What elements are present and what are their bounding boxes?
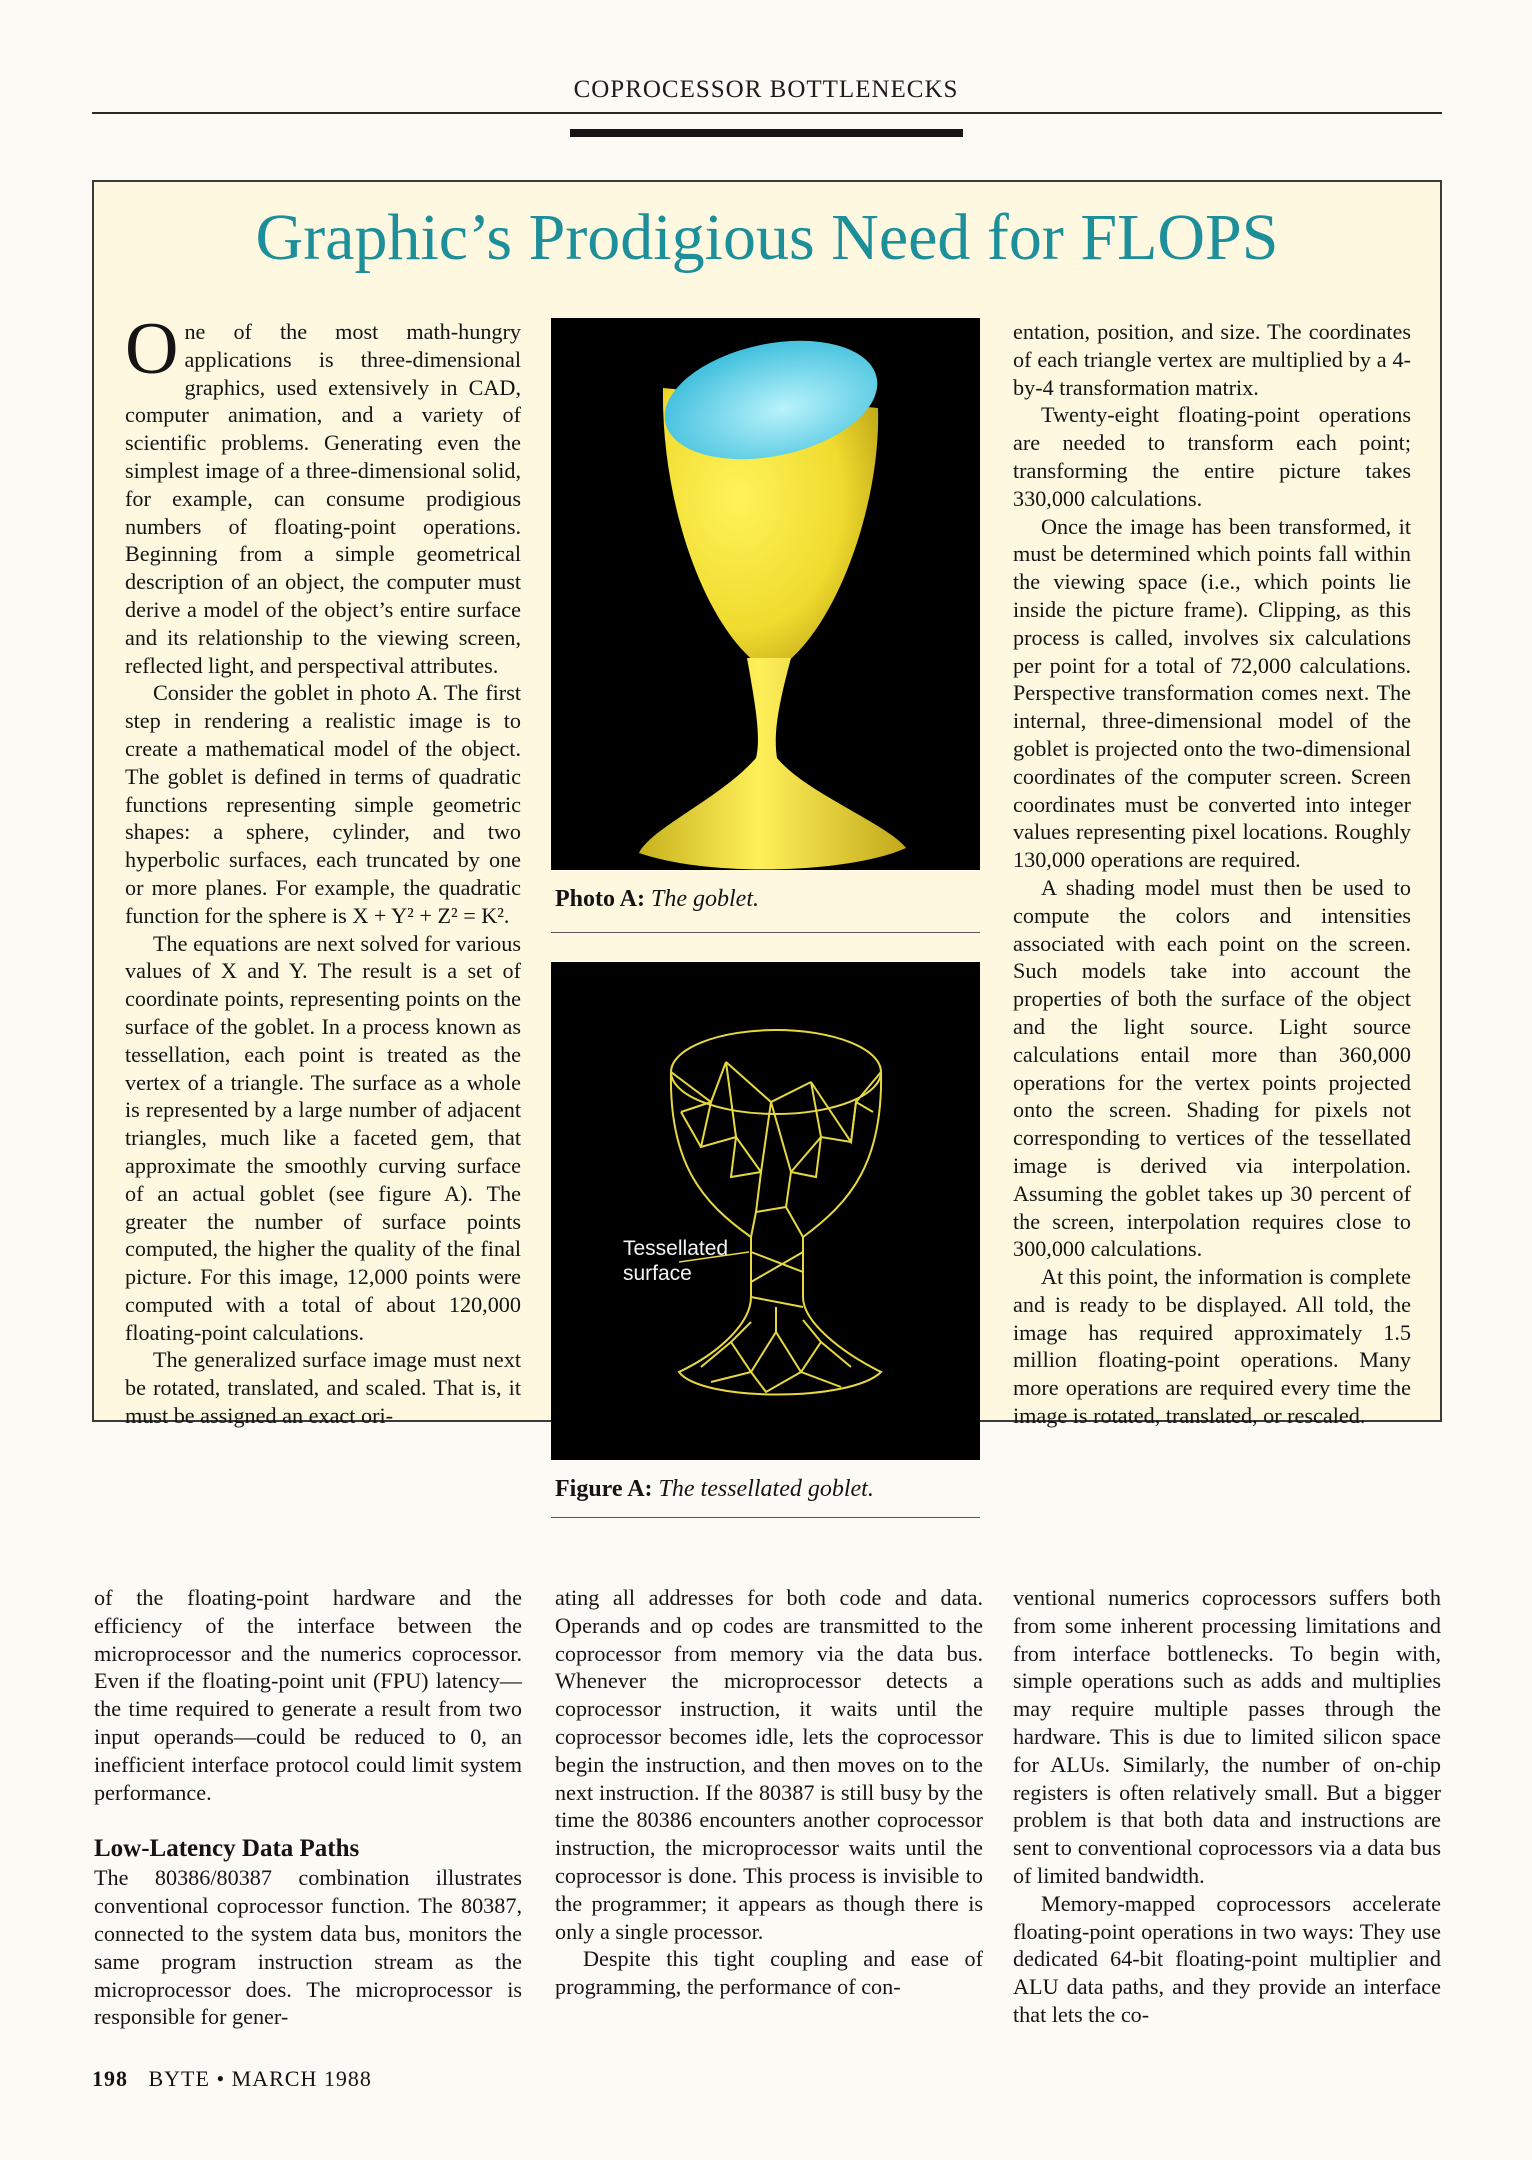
body-paragraph: Memory-mapped coprocessors accelerate floating-point operations in two ways: They use dedicated 64-bit floating-point multiplier and ALU data paths, and they provide an interface that lets the co- [1013,1890,1441,2027]
body-paragraph: of the floating-point hardware and the efficiency of the interface between the microprocessor and the numerics coprocessor. Even if the floating-point unit (FPU) latency—the time required to generate a result from two input operands—could be reduced to 0, an inefficient interface protocol could limit system performance. [94,1585,522,1805]
annotation-line-1: Tessellated [623,1237,729,1260]
body-paragraph: ating all addresses for both code and data. Operands and op codes are transmitted to the coprocessor from memory via the data bus. Whenever the microprocessor detects a coprocessor instruction, it waits until the coprocessor becomes idle, lets the coprocessor begin the instruction, and then moves on to the next instruction. If the 80387 is still busy by the time the 80386 encounters another coprocessor instruction, the microprocessor waits until the coprocessor is done. This process is invisible to the programmer; it appears as though there is only a single processor. [555,1585,983,1944]
photo-a-goblet [551,318,980,870]
annotation-line-2: surface [623,1262,692,1285]
body-paragraph: ventional numerics coprocessors suffers both from some inherent processing limitations and from interface bottlenecks. To begin with, simple operations such as adds and multiplies may require multiple passes through the hardware. This is due to limited silicon space for ALUs. Similarly, the number of on-chip registers is often relatively small. But a bigger problem is that both data and instructions are sent to conventional coprocessors via a data bus of limited bandwidth. [1013,1585,1441,1888]
header-rule [92,112,1442,114]
body-column-2 [555,1584,983,2001]
sidebar-paragraph: Consider the goblet in photo A. The first step in rendering a realistic image is to create a mathematical model of the object. The goblet is defined in terms of quadratic functions representing simple geometric shapes: a sphere, cylinder, and two hyperbolic surfaces, each truncated by one or more planes. For example, the quadratic function for the sphere is X + Y² + Z² = K². [125,680,521,928]
sidebar-paragraph: One of the most math-hungry applications is three-dimensional graphics, used extensively in CAD, computer animation, and a variety of scientific problems. Generating even the simplest image of a three-dimensional solid, for example, can consume prodigious numbers of floating-point operations. Beginning from a simple geometrical description of an object, the computer must derive a model of the object’s entire surface and its relationship to the viewing screen, reflected light, and perspectival attributes. [125,308,521,678]
figure-a-caption-text: The tessellated goblet. [658,1476,874,1502]
caption-rule [551,932,980,933]
caption-rule [551,1517,980,1518]
photo-a-caption [555,884,985,914]
page-footer [92,2066,372,2092]
subheading: Low-Latency Data Paths [94,1835,360,1863]
figure-annotation [623,1236,728,1286]
header-bar [570,129,963,137]
sidebar-paragraph: The generalized surface image must next be rotated, translated, and scaled. That is, it must be assigned an exact ori- [125,1347,521,1429]
sidebar-paragraph: At this point, the information is complete and is ready to be displayed. All told, the image has required approximately 1.5 million floating-point operations. Many more operations are required every time the image is rotated, translated, or rescaled. [1013,1264,1411,1429]
drop-cap: O [125,308,179,390]
figure-a-tessellated [551,962,980,1460]
sidebar-paragraph: The equations are next solved for various values of X and Y. The result is a set of coordinate points, representing points on the surface of the goblet. In a process known as tessellation, each point is treated as the vertex of a triangle. The surface as a whole is represented by a large number of adjacent triangles, much like a faceted gem, that approximate the smoothly curving surface of an actual goblet (see figure A). The greater the number of surface points computed, the higher the quality of the final picture. For this image, 12,000 points were computed with a total of about 120,000 floating-point calculations. [125,930,521,1345]
sidebar-paragraph: entation, position, and size. The coordinates of each triangle vertex are multiplied by a 4-by-4 transformation matrix. [1013,319,1411,400]
sidebar-paragraph: Once the image has been transformed, it must be determined which points fall within the viewing space (i.e., which points lie inside the picture frame). Clipping, as this process is called, involves six calculations per point for a total of 72,000 calculations. Perspective transformation comes next. The internal, three-dimensional model of the goblet is projected onto the two-dimensional coordinates of the computer screen. Screen coordinates must be converted into integer values representing pixel locations. Roughly 130,000 operations are required. [1013,513,1411,873]
sidebar-column-3 [1013,318,1411,1430]
sidebar-paragraph: Twenty-eight floating-point operations are needed to transform each point; transforming the entire picture takes 330,000 calculations. [1013,402,1411,511]
sidebar-column-1 [125,308,521,1430]
body-column-1 [94,1584,522,2031]
figure-a-caption [555,1474,985,1504]
tessellated-goblet-drawing [551,962,980,1460]
photo-a-caption-text: The goblet. [651,886,759,912]
body-paragraph: The 80386/80387 combination illustrates conventional coprocessor function. The 80387, connected to the system data bus, monitors the same program instruction stream as the microprocessor does. The microprocessor is responsible for gener- [94,1865,522,2030]
figure-a-label: Figure A: [555,1476,653,1502]
body-column-3 [1013,1584,1441,2029]
running-head: COPROCESSOR BOTTLENECKS [573,76,959,103]
goblet-render [551,318,980,870]
body-paragraph: Despite this tight coupling and ease of programming, the performance of con- [555,1946,983,2000]
photo-a-label: Photo A: [555,886,645,912]
sidebar-title: Graphic’s Prodigious Need for FLOPS [255,201,1279,274]
page-number: 198 [92,2066,128,2091]
magazine-issue: BYTE • MARCH 1988 [148,2066,372,2091]
sidebar-paragraph: A shading model must then be used to compute the colors and intensities associated with each point on the screen. Such models take into account the properties of both the surface of the object and the light source. Light source calculations entail more than 360,000 operations for the vertex points projected onto the screen. Shading for pixels not corresponding to vertices of the tessellated image is derived via interpolation. Assuming the goblet takes up 30 percent of the screen, interpolation requires close to 300,000 calculations. [1013,874,1411,1262]
